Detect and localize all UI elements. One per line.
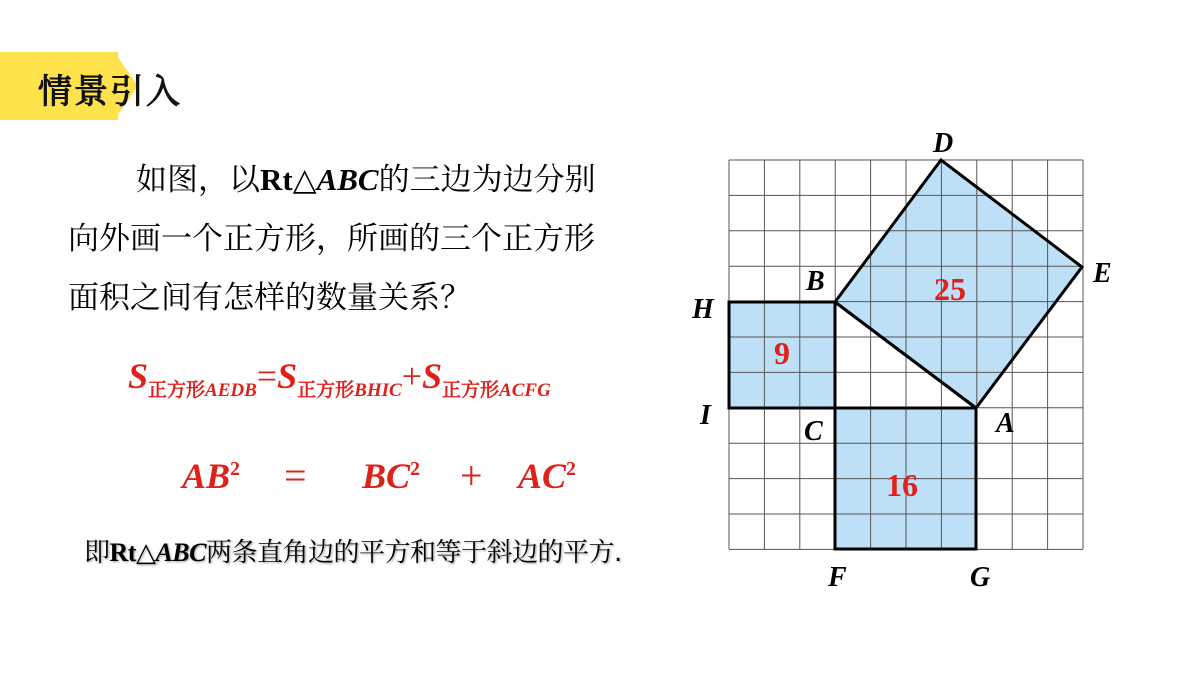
term-bc-squared: $BC^2$ <box>362 456 421 496</box>
label-i: I <box>700 400 711 431</box>
section-title: 情景引入 <box>38 72 182 112</box>
label-e: E <box>1093 258 1112 289</box>
label-d: D <box>933 128 954 159</box>
area-label-small: 9 <box>774 335 790 371</box>
conclusion-text: 即Rt△ABC两条直角边的平方和等于斜边的平方. <box>84 538 622 568</box>
problem-line-3: 面积之间有怎样的数量关系？ <box>68 280 471 316</box>
plus-sign: + <box>460 453 483 498</box>
term-ab-squared: $AB^2$ <box>182 456 241 496</box>
label-f: F <box>828 562 847 593</box>
equals-sign: = <box>284 453 307 498</box>
pythagoras-grid-diagram <box>690 125 1170 605</box>
problem-text <box>68 150 688 328</box>
problem-line-2: 向外画一个正方形，所画的三个正方形 <box>68 221 595 257</box>
problem-line-1: 如图，以Rt△ABC的三边为边分别 <box>136 162 596 198</box>
label-g: G <box>970 562 991 593</box>
area-formula: $S_{正方形AEDB}=S_{正方形BHIC}+S_{正方形ACFG}$ <box>128 356 551 401</box>
label-c: C <box>804 416 823 447</box>
label-b: B <box>806 266 825 297</box>
label-a: A <box>996 408 1015 439</box>
label-h: H <box>692 294 714 325</box>
area-label-medium: 16 <box>886 467 918 503</box>
term-ac-squared: $AC^2$ <box>518 456 577 496</box>
area-label-large: 25 <box>934 271 966 307</box>
